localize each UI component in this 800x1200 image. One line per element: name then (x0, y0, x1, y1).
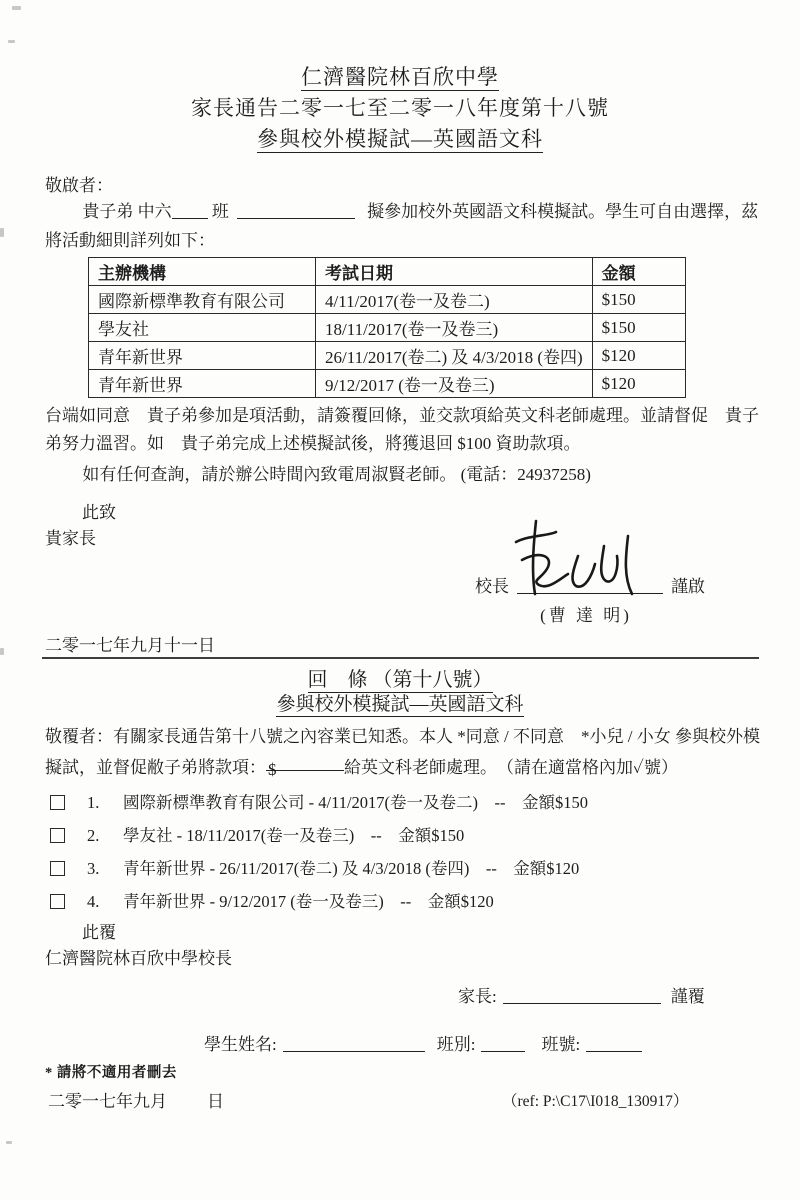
cell-exam-date: 26/11/2017(卷二) 及 4/3/2018 (卷四) (316, 342, 593, 370)
option-4-checkbox[interactable] (50, 894, 65, 909)
header-exam-date: 考試日期 (316, 258, 593, 286)
option-number: 3. (87, 859, 100, 878)
closing-cizhi: 此致 (82, 503, 116, 522)
notice-number-line: 家長通告二零一七至二零一八年度第十八號 (191, 96, 609, 120)
option-label: 學友社 - 18/11/2017(卷一及卷三) -- 金額$150 (123, 826, 465, 845)
option-number: 4. (87, 892, 100, 911)
cell-exam-date: 4/11/2017(卷一及卷二) (316, 286, 593, 314)
reply-paragraph (45, 721, 763, 783)
reply-date-row (48, 1087, 224, 1112)
student-name-label: 學生姓名: (204, 1035, 277, 1054)
reply-option-row (50, 822, 464, 846)
reply-closing-cifu: 此覆 (82, 923, 116, 942)
cell-fee: $120 (592, 342, 685, 370)
handwritten-signature (498, 518, 663, 600)
cell-organiser: 國際新標準教育有限公司 (89, 286, 316, 314)
cell-fee: $150 (592, 286, 685, 314)
option-number: 1. (87, 793, 100, 812)
reply-slip-subject: 參與校外模擬試—英國語文科 (276, 694, 524, 715)
reply-option-row (50, 888, 494, 912)
school-name: 仁濟醫院林百欣中學 (301, 65, 499, 89)
intro-text-3: 擬參加校外英國語文科模擬試。學生可自由選擇，茲將活動細則詳列如下： (45, 202, 759, 250)
respectfully-label: 謹啟 (671, 577, 705, 596)
header-fee: 金額 (592, 258, 685, 286)
student-name-field[interactable] (283, 1035, 425, 1052)
parent-signature-field[interactable] (503, 987, 661, 1004)
class-label: 班別: (436, 1035, 476, 1054)
day-label: 日 (207, 1092, 224, 1111)
student-name-blank-field[interactable] (237, 202, 355, 219)
cell-exam-date: 18/11/2017(卷一及卷三) (316, 314, 593, 342)
scan-artifact (0, 648, 4, 655)
cell-fee: $150 (592, 314, 685, 342)
reply-option-row (50, 855, 579, 879)
dollar-sign: $ (268, 760, 277, 779)
closing-parents: 貴家長 (45, 529, 96, 548)
letter-date: 二零一七年九月十一日 (45, 636, 215, 655)
reply-slip-title: 回 條 （第十八號） (307, 669, 493, 691)
parent-label: 家長: (458, 987, 497, 1006)
reply-text-2: 給英文科老師處理。 （請在適當格內加✓號） (344, 758, 678, 777)
notice-subject: 參與校外模擬試—英國語文科 (257, 127, 543, 151)
intro-text-2: 班 (211, 202, 229, 221)
cell-organiser: 青年新世界 (89, 342, 316, 370)
option-number: 2. (87, 826, 100, 845)
option-label: 青年新世界 - 26/11/2017(卷二) 及 4/3/2018 (卷四) -- 金額$120 (123, 859, 580, 878)
intro-text-1: 貴子弟 中六 (82, 202, 172, 221)
class-no-field[interactable] (586, 1035, 642, 1052)
enquiry-paragraph: 如有任何查詢，請於辦公時間內致電周淑賢老師。 (電話：24937258) (82, 465, 591, 484)
class-no-label: 班號: (541, 1035, 581, 1054)
cell-exam-date: 9/12/2017 (卷一及卷三) (316, 370, 593, 398)
option-label: 國際新標準教育有限公司 - 4/11/2017(卷一及卷二) -- 金額$150 (123, 793, 589, 812)
table-row (89, 314, 686, 342)
table-row (89, 286, 686, 314)
reply-addressee: 仁濟醫院林百欣中學校長 (45, 949, 232, 968)
option-3-checkbox[interactable] (50, 861, 65, 876)
consent-paragraph: 台端如同意 貴子弟參加是項活動，請簽覆回條，並交款項給英文科老師處理。並請督促 貴子弟努力溫習。如 貴子弟完成上述模擬試後，將獲退回 $100 資助款項。 (45, 406, 759, 453)
cell-organiser: 青年新世界 (89, 370, 316, 398)
cell-organiser: 學友社 (89, 314, 316, 342)
scan-artifact (0, 228, 4, 237)
parent-signature-row (458, 982, 705, 1007)
scan-artifact (6, 1141, 12, 1144)
table-header-row (89, 258, 686, 286)
principal-name: (曹 達 明) (540, 606, 632, 625)
mock-exam-table (88, 257, 686, 398)
salutation: 敬啟者： (45, 176, 113, 195)
reply-date: 二零一七年九月 (48, 1092, 167, 1111)
file-reference: （ref: P:\C17\I018_130917） (502, 1093, 689, 1110)
table-row (89, 370, 686, 398)
option-1-checkbox[interactable] (50, 795, 65, 810)
reply-text-1: 敬覆者：有關家長通告第十八號之內容業已知悉。本人 *同意 / 不同意 *小兒 / 小女 參與校外模擬試，並督促敝子弟將款項： (45, 727, 760, 777)
scan-artifact (8, 40, 15, 43)
delete-inapplicable-footnote: * 請將不適用者刪去 (45, 1065, 177, 1081)
reply-option-row (50, 789, 588, 813)
amount-blank-field[interactable] (266, 754, 344, 779)
table-row (89, 342, 686, 370)
option-2-checkbox[interactable] (50, 828, 65, 843)
student-info-row (204, 1030, 642, 1055)
intro-paragraph (45, 197, 760, 255)
reply-respectfully-label: 謹覆 (670, 987, 705, 1006)
principal-label: 校長 (475, 577, 509, 596)
tear-off-divider (42, 657, 759, 659)
scan-artifact (12, 6, 21, 10)
document-header (0, 62, 800, 155)
cell-fee: $120 (592, 370, 685, 398)
option-label: 青年新世界 - 9/12/2017 (卷一及卷三) -- 金額$120 (123, 892, 494, 911)
header-organiser: 主辦機構 (89, 258, 316, 286)
class-field[interactable] (481, 1035, 525, 1052)
class-blank-field[interactable] (172, 202, 208, 219)
